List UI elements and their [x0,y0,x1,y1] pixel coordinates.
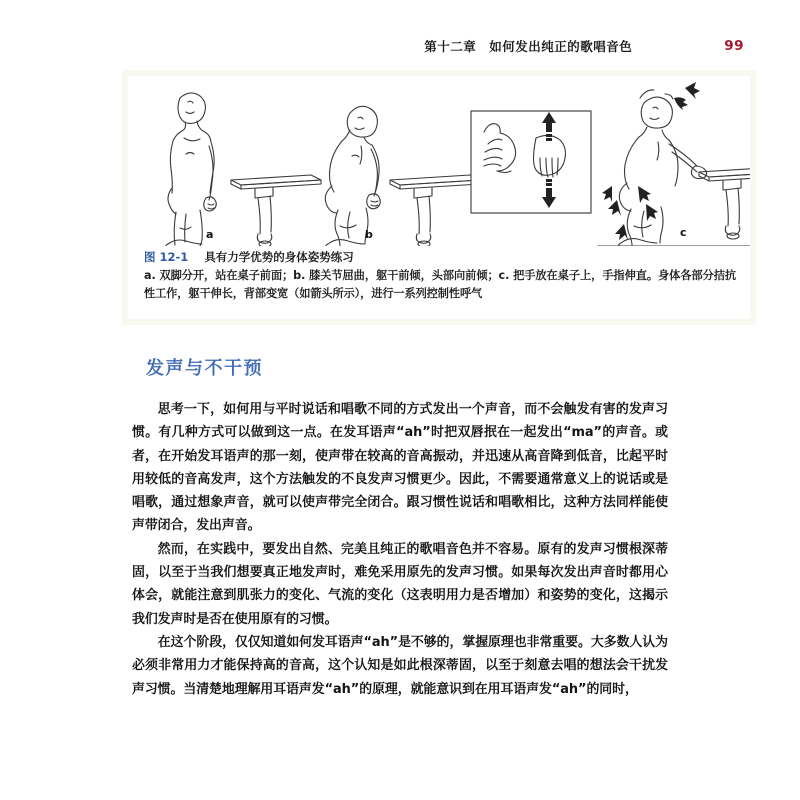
section-heading: 发声与不干预 [146,358,263,379]
page-number: 99 [724,38,744,54]
body-text [132,398,668,701]
figure-a-person [166,93,217,246]
figure-caption-title [144,249,736,266]
figure-label-b: b [365,228,373,241]
body-paragraph-2: 然而，在实践中，要发出自然、完美且纯正的歌唱音色并不容易。原有的发声习惯根深蒂固，以至于当我们想要真正地发声时，难免采用原先的发声习惯。如果每次发出声音时都用心体会，就能注意到肌张力的变化、气流的变化（这表明用力是否增加）和姿势的变化，这揭示我们发声时是否在使用原有的习惯。 [132,541,668,627]
figure-inner [128,76,750,319]
figure-label-a: a [206,228,214,241]
figure-b-table [390,175,480,246]
running-head [128,36,744,56]
body-paragraph-3: 在这个阶段，仅仅知道如何发耳语声“ah”是不够的，掌握原理也非常重要。大多数人认为必须非常用力才能保持高的音高，这个认知是如此根深蒂固，以至于刻意去唱的想法会干扰发声习惯。当清楚地理解用耳语声发“ah”的原理，就能意识到在用耳语声发“ah”的同时， [132,634,668,697]
figure-c-table [699,167,750,239]
figure-c-person [619,90,707,246]
figure-illustration [128,76,750,246]
chapter-title: 第十二章 如何发出纯正的歌唱音色 [424,39,633,54]
figure-caption [144,249,736,302]
figure-label-c: c [680,226,687,239]
figure-panel [122,70,756,325]
figure-a-table [231,175,321,246]
figure-caption-body: a. 双脚分开，站在桌子前面；b. 膝关节屈曲，躯干前倾，头部向前倾；c. 把手放在桌子上，手指伸直。身体各部分拮抗性工作，躯干伸长，背部变宽（如箭头所示），进行一系列控制性呼气 [144,269,736,300]
figure-hand-inset [471,111,591,213]
figure-c-arrows [602,82,700,240]
figure-number: 图 12-1 [144,250,189,264]
figure-title-text: 具有力学优势的身体姿势练习 [204,250,354,264]
figure-b-person [325,106,380,246]
body-paragraph-1: 思考一下，如何用与平时说话和唱歌不同的方式发出一个声音，而不会触发有害的发声习惯。有几种方式可以做到这一点。在发耳语声“ah”时把双唇抿在一起发出“ma”的声音。或者，在开始发耳语声的那一刻，使声带在较高的音高振动，并迅速从高音降到低音，比起平时用较低的音高发声，这个方法触发的不良发声习惯更少。因此，不需要通常意义上的说话或是唱歌，通过想象声音，就可以使声带完全闭合。跟习惯性说话和唱歌相比，这种方法同样能使声带闭合，发出声音。 [132,402,668,534]
